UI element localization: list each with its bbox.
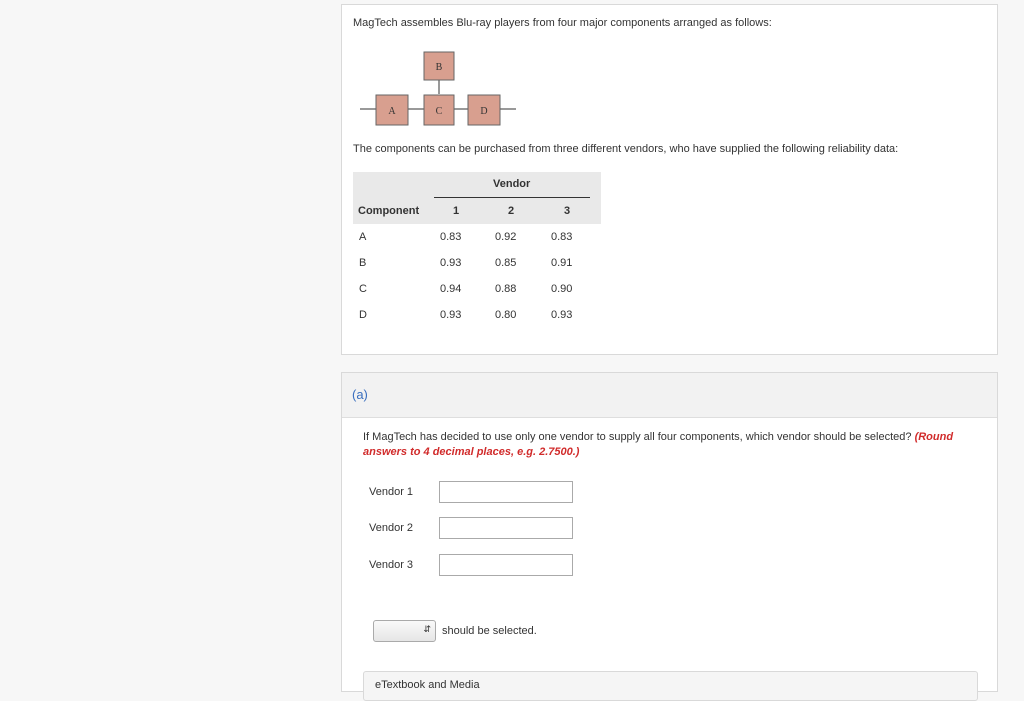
component-b-label: B bbox=[435, 62, 443, 73]
part-label: (a) bbox=[352, 387, 368, 402]
row-value: 0.83 bbox=[551, 231, 573, 243]
part-a-section bbox=[341, 372, 998, 692]
component-b-box bbox=[424, 52, 454, 80]
reliability-table bbox=[353, 172, 601, 328]
component-d-box bbox=[468, 95, 500, 125]
row-value: 0.93 bbox=[440, 309, 462, 321]
table-row bbox=[353, 276, 601, 302]
component-a-label: A bbox=[388, 106, 396, 117]
component-diagram bbox=[360, 50, 520, 130]
component-d-label: D bbox=[480, 106, 488, 117]
row-value: 0.93 bbox=[551, 309, 573, 321]
table-row bbox=[353, 224, 601, 250]
vendor-3-input[interactable] bbox=[439, 554, 573, 576]
row-value: 0.88 bbox=[495, 283, 517, 295]
etextbook-media-label: eTextbook and Media bbox=[375, 679, 480, 691]
part-a-header bbox=[342, 373, 997, 418]
select-arrows-icon: ⇵ bbox=[423, 624, 431, 634]
select-suffix: should be selected. bbox=[442, 625, 537, 637]
problem-card bbox=[341, 4, 998, 355]
table-row bbox=[353, 302, 601, 328]
row-value: 0.92 bbox=[495, 231, 517, 243]
vendor-2-label: Vendor 2 bbox=[369, 522, 414, 534]
vendor-col-1: 1 bbox=[453, 205, 460, 217]
row-value: 0.90 bbox=[551, 283, 573, 295]
rounding-hint: (Round answers to 4 decimal places, e.g. 2.7500.) bbox=[363, 431, 954, 458]
vendor-select[interactable] bbox=[373, 620, 436, 642]
vendor-col-2: 2 bbox=[508, 205, 515, 217]
vendor-3-label: Vendor 3 bbox=[369, 559, 414, 571]
component-header: Component bbox=[358, 205, 420, 217]
intro-text: MagTech assembles Blu-ray players from four major components arranged as follows: bbox=[353, 17, 772, 29]
row-value: 0.85 bbox=[495, 257, 517, 269]
table-row bbox=[353, 250, 601, 276]
component-c-box bbox=[424, 95, 454, 125]
row-component: A bbox=[359, 231, 367, 243]
vendor-1-label: Vendor 1 bbox=[369, 486, 414, 498]
question-body: If MagTech has decided to use only one vendor to supply all four components, which vendor should be selected? bbox=[363, 431, 912, 443]
row-component: D bbox=[359, 309, 367, 321]
vendor-col-3: 3 bbox=[564, 205, 571, 217]
table-header bbox=[353, 172, 601, 224]
etextbook-media-panel[interactable] bbox=[363, 671, 978, 701]
row-value: 0.80 bbox=[495, 309, 517, 321]
row-value: 0.93 bbox=[440, 257, 462, 269]
vendor-divider bbox=[434, 197, 590, 198]
row-value: 0.83 bbox=[440, 231, 462, 243]
component-a-box bbox=[376, 95, 408, 125]
row-value: 0.91 bbox=[551, 257, 573, 269]
vendor-2-input[interactable] bbox=[439, 517, 573, 539]
question-text bbox=[363, 430, 963, 460]
lead-text: The components can be purchased from three different vendors, who have supplied the following reliability data: bbox=[353, 143, 899, 155]
row-value: 0.94 bbox=[440, 283, 462, 295]
vendor-header: Vendor bbox=[493, 178, 531, 190]
row-component: B bbox=[359, 257, 367, 269]
vendor-1-input[interactable] bbox=[439, 481, 573, 503]
component-c-label: C bbox=[435, 106, 443, 117]
row-component: C bbox=[359, 283, 367, 295]
